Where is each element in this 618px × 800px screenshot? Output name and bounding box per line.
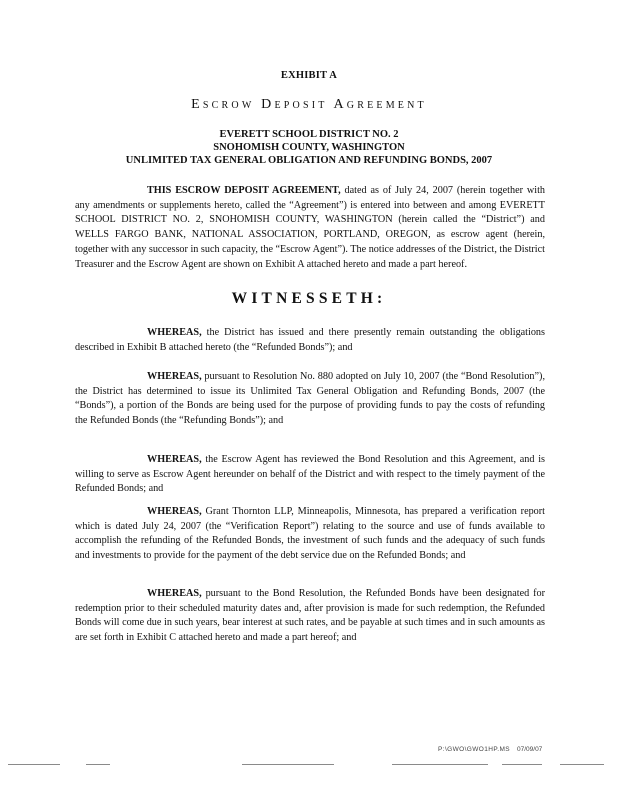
recital-body: Grant Thornton LLP, Minneapolis, Minnesota, has prepared a verification report which is dated July 24, 2007 (the “Verification Report”) relating to the source and use of funds available to accomplish the refunding of the Refunded Bonds, the investment of such funds and the adequacy of such funds and investments to provide for the payment of the debt service due on the Refunded Bonds; and: [75, 506, 545, 562]
document-title: Escrow Deposit Agreement: [191, 97, 427, 112]
recital-paragraph: [75, 587, 545, 646]
heading-line-bonds: UNLIMITED TAX GENERAL OBLIGATION AND REFUNDING BONDS, 2007: [125, 155, 493, 166]
recital-body: the Escrow Agent has reviewed the Bond Resolution and this Agreement, and is willing to serve as Escrow Agent hereunder on behalf of the District and with respect to the timely payment of the Refunded Bonds; and: [75, 454, 545, 495]
recital-paragraph: [75, 453, 545, 497]
scan-artifact-line: [502, 764, 542, 765]
heading-line-county: SNOHOMISH COUNTY, WASHINGTON: [213, 142, 405, 153]
scan-artifact-line: [86, 764, 110, 765]
recital-body: the District has issued and there presently remain outstanding the obligations described in Exhibit B attached hereto (the “Refunded Bonds”); and: [75, 327, 545, 353]
bond-heading: [0, 128, 618, 167]
scan-artifact-line: [8, 764, 60, 765]
recital-paragraph: [75, 505, 545, 564]
recital-lead: WHEREAS,: [147, 506, 202, 517]
recital-lead: WHEREAS,: [147, 327, 202, 338]
recital-lead: WHEREAS,: [147, 371, 202, 382]
recital-lead: WHEREAS,: [147, 454, 202, 465]
footer-date: 07/09/07: [517, 746, 543, 753]
recital-paragraph: [75, 326, 545, 355]
intro-paragraph: [75, 184, 545, 272]
scan-artifact-line: [560, 764, 604, 765]
scan-artifact-line: [242, 764, 334, 765]
recital-lead: WHEREAS,: [147, 588, 202, 599]
recital-body: pursuant to the Bond Resolution, the Refunded Bonds have been designated for redemption prior to their scheduled maturity dates and, after provision is made for such redemption, the Refunded Bonds will come due in such years, bear interest at such rates, and be payable at such times and in such amounts as are set forth in Exhibit C attached hereto and made a part hereof; and: [75, 588, 545, 644]
intro-lead: THIS ESCROW DEPOSIT AGREEMENT,: [147, 185, 341, 196]
heading-line-district: EVERETT SCHOOL DISTRICT NO. 2: [219, 129, 399, 140]
recital-body: pursuant to Resolution No. 880 adopted on July 10, 2007 (the “Bond Resolution”), the District has determined to issue its Unlimited Tax General Obligation and Refunding Bonds, 2007 (the “Bonds”), a portion of the Bonds are being used for the purpose of providing funds to pay the costs of refunding the Refunded Bonds (the “Refunding Bonds”); and: [75, 371, 545, 427]
exhibit-label: EXHIBIT A: [280, 70, 338, 81]
scan-artifact-line: [392, 764, 488, 765]
intro-body: dated as of July 24, 2007 (herein together with any amendments or supplements hereto, called the “Agreement”) is entered into between and among EVERETT SCHOOL DISTRICT NO. 2, SNOHOMISH COUNTY, WASHINGTON (herein called the “District”) and WELLS FARGO BANK, NATIONAL ASSOCIATION, PORTLAND, OREGON, as escrow agent (herein, together with any successor in such capacity, the “Escrow Agent”). The notice addresses of the District, the District Treasurer and the Escrow Agent are shown on Exhibit A attached hereto and made a part hereof.: [75, 185, 545, 270]
footer-doc-code: P:\GWO\GWO1HP.MS: [438, 746, 511, 753]
recital-paragraph: [75, 370, 545, 429]
witnesseth-heading: WITNESSETH:: [231, 290, 387, 307]
